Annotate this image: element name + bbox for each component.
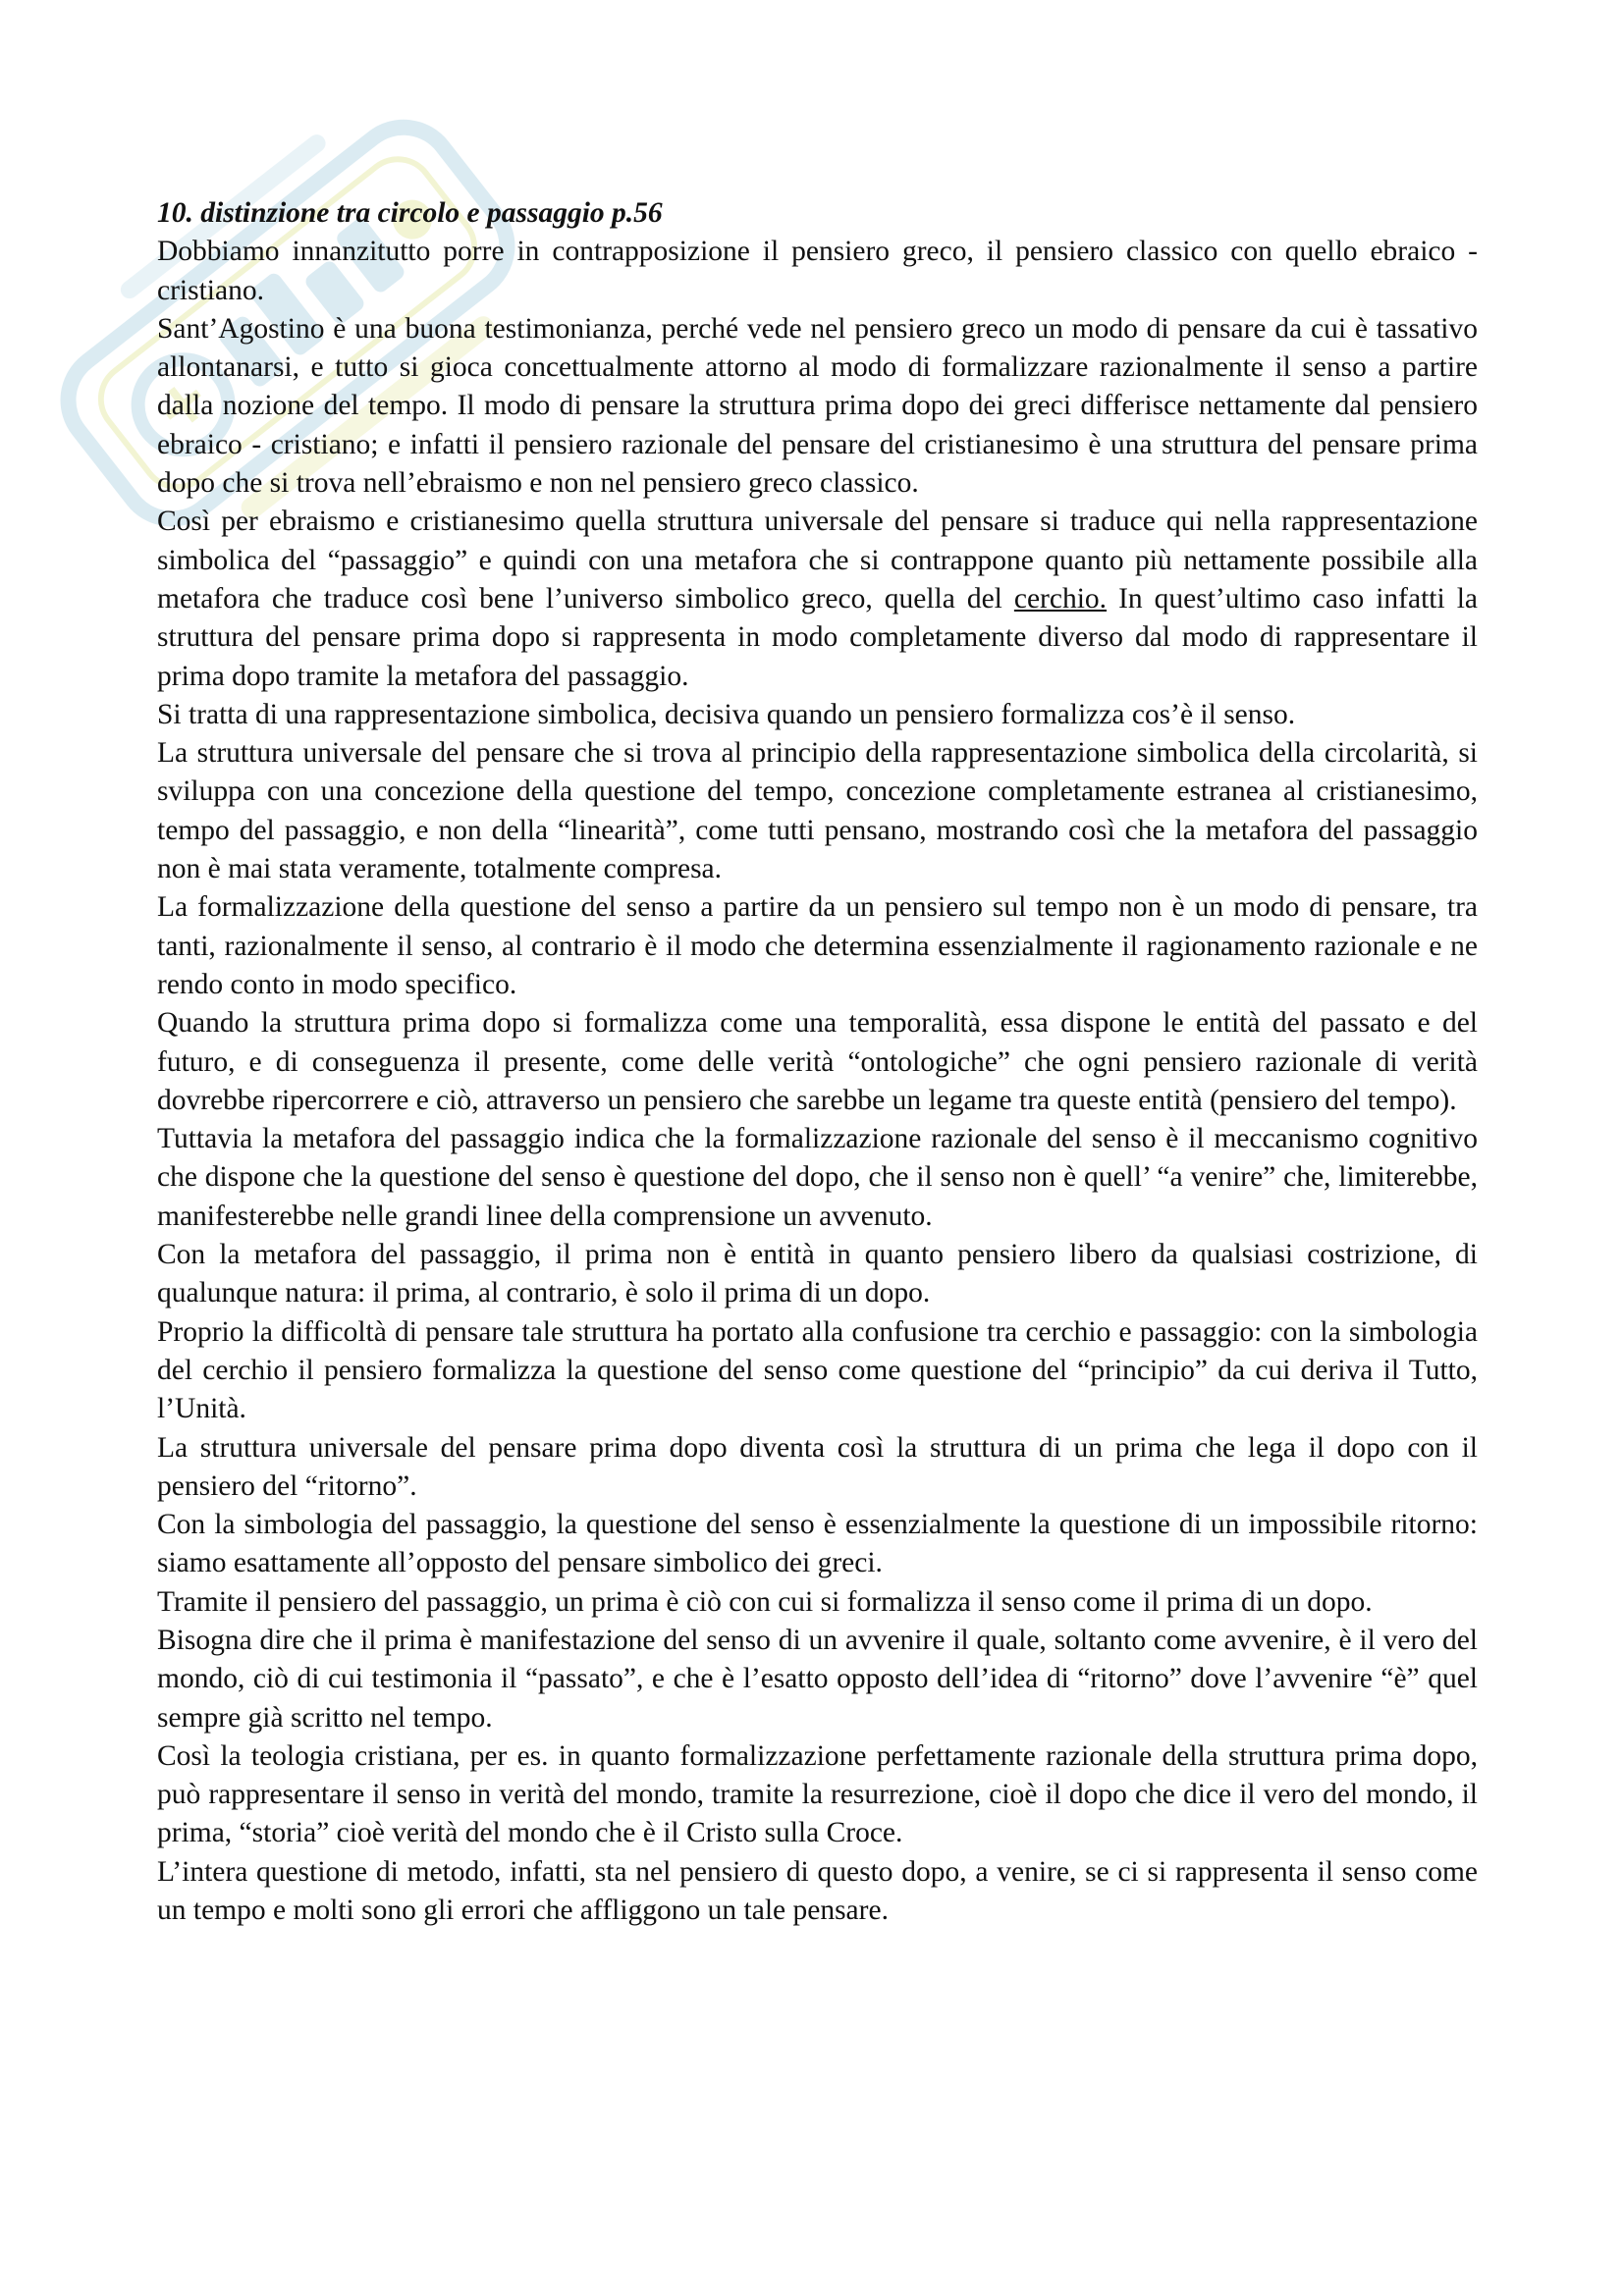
paragraph: Proprio la difficoltà di pensare tale struttura ha portato alla confusione tra cerchio e passaggio: con la simbologia del cerchio il pensiero formalizza la questione del senso come questione del “principio” da cui deriva il Tutto, l’Unità. — [157, 1315, 1478, 1425]
paragraph: La struttura universale del pensare che si trova al principio della rappresentazione simbolica della circolarità, si sviluppa con una concezione della questione del tempo, concezione completamente estranea al cristianesimo, tempo del passaggio, e non della “linearità”, come tutti pensano, mostrando così che la metafora del passaggio non è mai stata veramente, totalmente compresa. — [157, 737, 1478, 885]
paragraph: Con la simbologia del passaggio, la questione del senso è essenzialmente la questione di un impossibile ritorno: siamo esattamente all’opposto del pensare simbolico dei greci. — [157, 1509, 1478, 1579]
paragraph: L’intera questione di metodo, infatti, sta nel pensiero di questo dopo, a venire, se ci si rappresenta il senso come un tempo e molti sono gli errori che affliggono un tale pensare. — [157, 1855, 1478, 1927]
paragraph: Quando la struttura prima dopo si formalizza come una temporalità, essa dispone le entità del passato e del futuro, e di conseguenza il presente, come delle verità “ontologiche” che ogni pensiero razionale di verità dovrebbe ripercorrere e ciò, attraverso un pensiero che sarebbe un legame tra queste entità (pensiero del tempo). — [157, 1007, 1478, 1116]
document-body — [157, 194, 1478, 1930]
paragraph — [157, 503, 1478, 695]
paragraph: Così la teologia cristiana, per es. in quanto formalizzazione perfettamente razionale della struttura prima dopo, può rappresentare il senso in verità del mondo, tramite la resurrezione, cioè il dopo che dice il vero del mondo, il prima, “storia” cioè verità del mondo che è il Cristo sulla Croce. — [157, 1739, 1478, 1849]
paragraph: Bisogna dire che il prima è manifestazione del senso di un avvenire il quale, soltanto come avvenire, è il vero del mondo, ciò di cui testimonia il “passato”, e che è l’esatto opposto dell’idea di “ritorno” dove l’avvenire “è” quel sempre già scritto nel tempo. — [157, 1624, 1478, 1734]
paragraph: Sant’Agostino è una buona testimonianza, perché vede nel pensiero greco un modo di pensare da cui è tassativo allontanarsi, e tutto si gioca concettualmente attorno al modo di formalizzare razionalmente il senso a partire dalla nozione del tempo. Il modo di pensare la struttura prima dopo dei greci differisce nettamente dal pensiero ebraico - cristiano; e infatti il pensiero razionale del pensare del cristianesimo è una struttura del pensare prima dopo che si trova nell’ebraismo e non nel pensiero greco classico. — [157, 312, 1478, 500]
paragraph: Si tratta di una rappresentazione simbolica, decisiva quando un pensiero formalizza cos’è il senso. — [157, 698, 1296, 730]
paragraph: La struttura universale del pensare prima dopo diventa così la struttura di un prima che lega il dopo con il pensiero del “ritorno”. — [157, 1431, 1478, 1502]
paragraph: La formalizzazione della questione del senso a partire da un pensiero sul tempo non è un modo di pensare, tra tanti, razionalmente il senso, al contrario è il modo che determina essenzialmente il ragionamento razionale e ne rendo conto in modo specifico. — [157, 891, 1478, 1000]
paragraph-text: In quest’ultimo caso infatti la struttura del pensare prima dopo si rappresenta in modo completamente diverso dal modo di rappresentare il prima dopo tramite la metafora del passaggio. — [157, 582, 1478, 692]
underlined-word: cerchio. — [1013, 582, 1108, 614]
paragraph: Dobbiamo innanzitutto porre in contrapposizione il pensiero greco, il pensiero classico con quello ebraico - cristiano. — [157, 236, 1478, 306]
paragraph: Tramite il pensiero del passaggio, un prima è ciò con cui si formalizza il senso come il prima di un dopo. — [157, 1585, 1373, 1618]
paragraph: Tuttavia la metafora del passaggio indica che la formalizzazione razionale del senso è il meccanismo cognitivo che dispone che la questione del senso è questione del dopo, che il senso non è quell’ “a venire” che, limiterebbe, manifesterebbe nelle grandi linee della comprensione un avvenuto. — [157, 1123, 1478, 1232]
paragraph-text: Così per ebraismo e cristianesimo quella struttura universale del pensare si traduce qui nella rappresentazione simbolica del “passaggio” e quindi con una metafora che si contrappone quanto più nettamente possibile alla metafora che traduce così bene l’universo simbolico greco, quella del — [157, 506, 1478, 614]
document-title: 10. distinzione tra circolo e passaggio p.56 — [157, 197, 663, 229]
paragraph: Con la metafora del passaggio, il prima non è entità in quanto pensiero libero da qualsiasi costrizione, di qualunque natura: il prima, al contrario, è solo il prima di un dopo. — [157, 1239, 1478, 1309]
